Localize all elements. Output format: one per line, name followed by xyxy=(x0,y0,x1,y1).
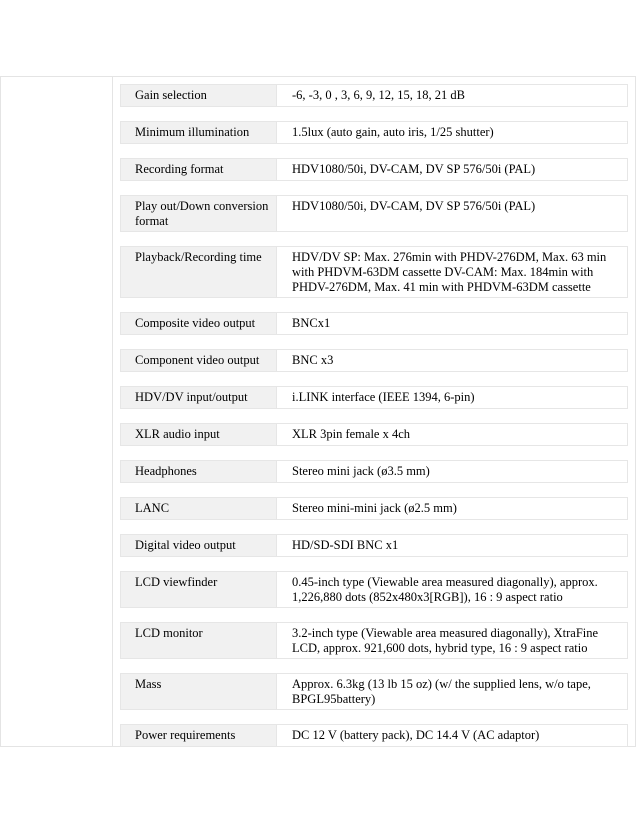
spec-row-power-requirements xyxy=(120,724,628,747)
spec-label: Recording format xyxy=(121,159,277,180)
spec-label: LANC xyxy=(121,498,277,519)
spec-row-xlr-audio-input xyxy=(120,423,628,446)
spec-row-gain-selection xyxy=(120,84,628,107)
spec-label: Mass xyxy=(121,674,277,709)
spec-row-hdv-dv-input-output xyxy=(120,386,628,409)
spec-label: Gain selection xyxy=(121,85,277,106)
spec-value: HDV1080/50i, DV-CAM, DV SP 576/50i (PAL) xyxy=(292,162,536,176)
spec-label: LCD viewfinder xyxy=(121,572,277,607)
spec-value: BNC x3 xyxy=(292,353,334,367)
spec-label: Headphones xyxy=(121,461,277,482)
spec-row-minimum-illumination xyxy=(120,121,628,144)
spec-row-lanc xyxy=(120,497,628,520)
spec-row-digital-video-output xyxy=(120,534,628,557)
spec-value: DC 12 V (battery pack), DC 14.4 V (AC adaptor) xyxy=(292,728,540,742)
spec-value: -6, -3, 0 , 3, 6, 9, 12, 15, 18, 21 dB xyxy=(292,88,465,102)
spec-label: Minimum illumination xyxy=(121,122,277,143)
spec-value: Approx. 6.3kg (13 lb 15 oz) (w/ the supplied lens, w/o tape, BPGL95battery) xyxy=(292,677,591,706)
spec-value: Stereo mini-mini jack (ø2.5 mm) xyxy=(292,501,457,515)
frame-divider xyxy=(112,77,113,746)
spec-value: i.LINK interface (IEEE 1394, 6-pin) xyxy=(292,390,475,404)
spec-table xyxy=(120,84,628,747)
spec-label: Play out/Down conversion format xyxy=(121,196,277,231)
spec-label: HDV/DV input/output xyxy=(121,387,277,408)
spec-label: LCD monitor xyxy=(121,623,277,658)
spec-value: BNCx1 xyxy=(292,316,331,330)
spec-value: 1.5lux (auto gain, auto iris, 1/25 shutter) xyxy=(292,125,494,139)
spec-value: 0.45-inch type (Viewable area measured diagonally), approx. 1,226,880 dots (852x480x3[RGB]), 16 : 9 aspect ratio xyxy=(292,575,598,604)
spec-label: Digital video output xyxy=(121,535,277,556)
spec-row-play-out-down-conversion xyxy=(120,195,628,232)
spec-row-lcd-monitor xyxy=(120,622,628,659)
spec-value: 3.2-inch type (Viewable area measured diagonally), XtraFine LCD, approx. 921,600 dots, hybrid type, 16 : 9 aspect ratio xyxy=(292,626,599,655)
spec-value: HDV/DV SP: Max. 276min with PHDV-276DM, Max. 63 min with PHDVM-63DM cassette DV-CAM: Max. 184min with PHDV-276DM, Max. 41 min with PHDVM-63DM cassette xyxy=(292,250,607,294)
spec-value: HD/SD-SDI BNC x1 xyxy=(292,538,399,552)
spec-label: Power requirements xyxy=(121,725,277,746)
spec-label: Playback/Recording time xyxy=(121,247,277,297)
spec-row-headphones xyxy=(120,460,628,483)
spec-row-recording-format xyxy=(120,158,628,181)
spec-row-playback-recording-time xyxy=(120,246,628,298)
spec-row-mass xyxy=(120,673,628,710)
spec-value: HDV1080/50i, DV-CAM, DV SP 576/50i (PAL) xyxy=(292,199,536,213)
spec-row-lcd-viewfinder xyxy=(120,571,628,608)
spec-value: Stereo mini jack (ø3.5 mm) xyxy=(292,464,430,478)
spec-label: XLR audio input xyxy=(121,424,277,445)
spec-row-component-video-output xyxy=(120,349,628,372)
spec-row-composite-video-output xyxy=(120,312,628,335)
spec-label: Composite video output xyxy=(121,313,277,334)
spec-value: XLR 3pin female x 4ch xyxy=(292,427,411,441)
spec-label: Component video output xyxy=(121,350,277,371)
